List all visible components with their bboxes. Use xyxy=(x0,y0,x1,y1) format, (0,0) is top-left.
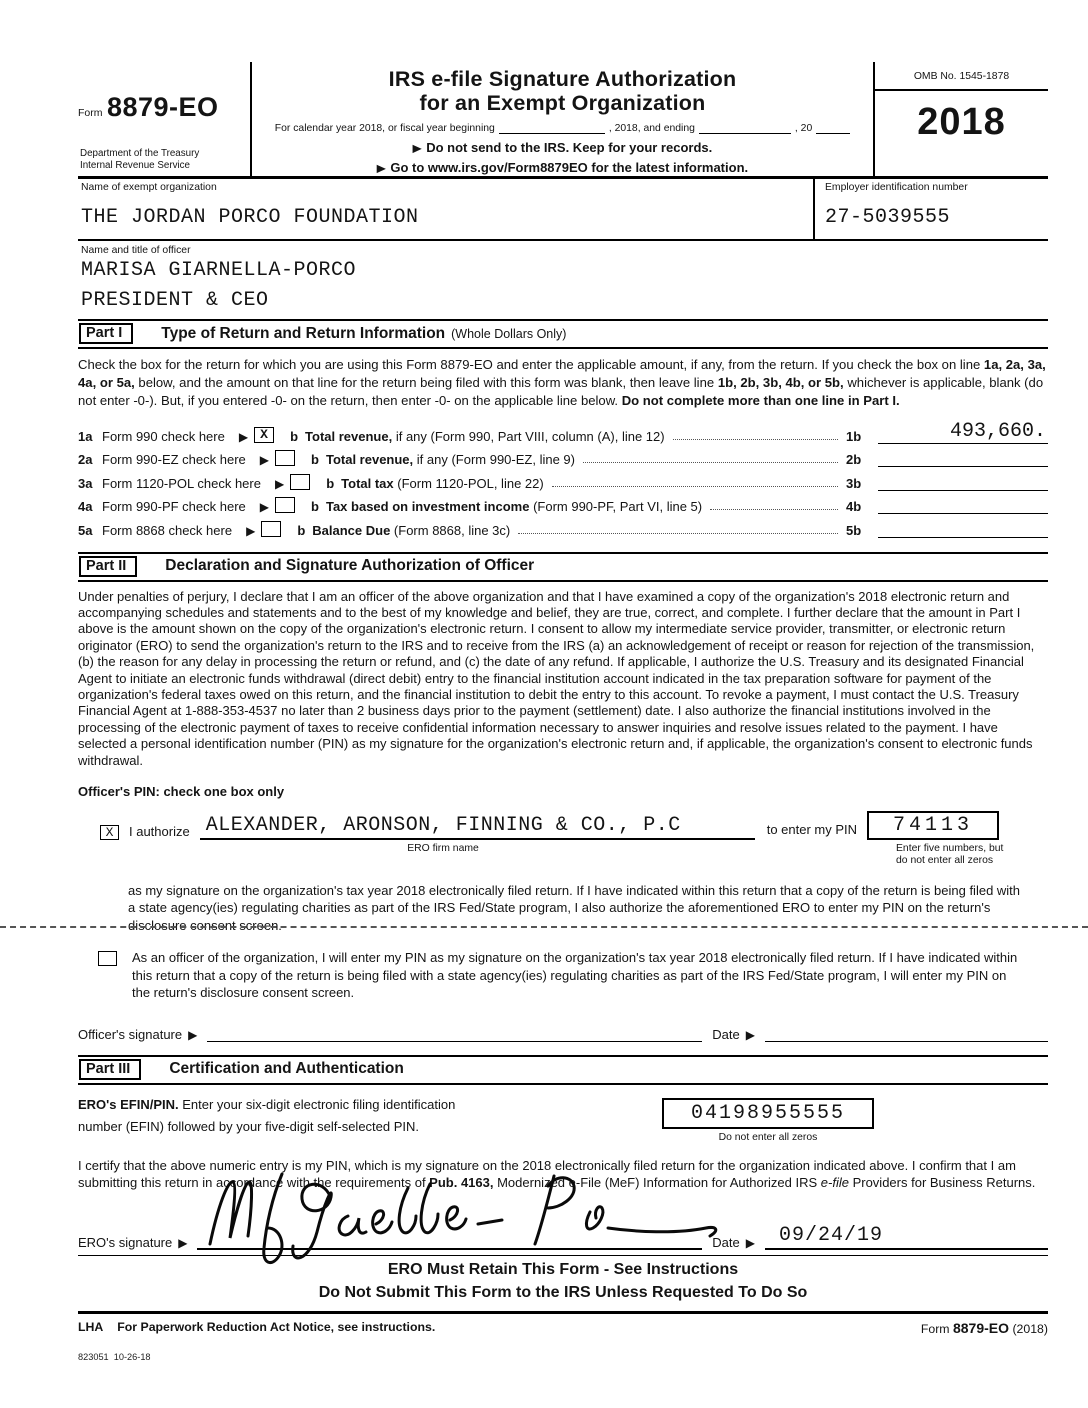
arrow-icon: ▶ xyxy=(259,500,270,514)
entity-section xyxy=(78,179,1048,241)
dotted-leader xyxy=(583,462,838,463)
footer-top-rule xyxy=(78,1255,1048,1256)
part1-header xyxy=(78,319,1048,349)
authorize-ero-checkbox[interactable]: X xyxy=(100,825,119,840)
authorize-ero-row xyxy=(100,811,1048,840)
dotted-leader xyxy=(710,509,838,510)
officer-pin-field[interactable]: 74113 xyxy=(867,811,999,840)
arrow-icon: ▶ xyxy=(412,143,422,155)
arrow-icon: ▶ xyxy=(238,429,249,444)
ein-label: Employer identification number xyxy=(825,182,968,193)
form-990pf-checkbox[interactable] xyxy=(275,497,295,513)
part1-title: Type of Return and Return Information xyxy=(161,324,446,342)
part2-label: Part II xyxy=(79,556,137,577)
org-name-value[interactable]: THE JORDAN PORCO FOUNDATION xyxy=(81,206,419,229)
arrow-icon: ▶ xyxy=(745,1235,755,1250)
retain-instruction: ERO Must Retain This Form - See Instructions xyxy=(387,1260,739,1278)
form-title-line1: IRS e-file Signature Authorization xyxy=(388,67,737,91)
arrow-icon: ▶ xyxy=(274,476,285,491)
instruction-line2: ▶ Go to www.irs.gov/Form8879EO for the latest information. xyxy=(376,160,749,175)
part1-label: Part I xyxy=(79,323,133,344)
footer-thick-rule xyxy=(78,1311,1048,1314)
efin-instructions: ERO's EFIN/PIN. Enter your six-digit electronic filing identification number (EFIN) followed by your five-digit self-selected PIN. xyxy=(78,1096,456,1134)
arrow-icon: ▶ xyxy=(376,163,386,175)
calendar-year-line xyxy=(252,122,873,134)
department-block xyxy=(80,148,199,171)
officer-pin-heading: Officer's PIN: check one box only xyxy=(78,783,285,799)
declaration-paragraph: Under penalties of perjury, I declare that I am an officer of the above organization and that I have examined a copy of the organization's 2018 electronic return and accompanying schedules and statements and to the best of my knowledge and belief, they are true, correct, and complete. I further declare that the amount in Part I above is the amount shown on the copy of the organization's electronic return. I consent to allow my intermediate service provider, transmitter, or electronic return originator (ERO) to send the organization's return to the IRS and to receive from the IRS (a) an acknowledgement of receipt or reason for rejection of the transmission, (b) the reason for any delay in processing the return or refund, and (c) the date of any refund. If applicable, I authorize the U.S. Treasury and its designated Financial Agent to initiate an electronic funds withdrawal (direct debit) entry to the financial institution account indicated in the tax preparation software for payment of the organization's federal taxes owed on this return, and the financial institution to debit the entry to this account. To revoke a payment, I must contact the U.S. Treasury Financial Agent at 1-888-353-4537 no later than 2 business days prior to the payment (settlement) date. I also authorize the financial institutions involved in the processing of the electronic payment of taxes to receive confidential information necessary to answer inquiries and resolve issues related to the payment. I have selected a personal identification number (PIN) as my signature for the organization's electronic return and, if applicable, the organization's consent to electronic funds withdrawal. xyxy=(78,588,1035,768)
part3-title: Certification and Authentication xyxy=(169,1060,404,1078)
officer-section xyxy=(78,241,1048,319)
ero-date-label: Date xyxy=(712,1234,740,1250)
officer-self-enter-text: As an officer of the organization, I will enter my PIN as my signature on the organization's tax year 2018 electronically filed return. If I have indicated within this return that a copy of the return is being filed with a state agency(ies) regulating charities as part of the IRS Fed/State program, I will enter my PIN on the return's disclosure consent screen. xyxy=(132,950,1018,1001)
officer-date-label: Date xyxy=(712,1026,740,1042)
ero-date-field[interactable]: 09/24/19 xyxy=(765,1224,1048,1250)
arrow-icon: ▶ xyxy=(745,1027,755,1042)
part2-title: Declaration and Signature Authorization of Officer xyxy=(165,557,535,574)
fiscal-year-end-year-field[interactable] xyxy=(816,122,850,134)
form-990-checkbox[interactable]: X xyxy=(254,427,274,443)
ein-value[interactable]: 27-5039555 xyxy=(825,206,951,229)
form-title-line2: for an Exempt Organization xyxy=(419,91,706,115)
part3-header xyxy=(78,1055,1048,1085)
form-number-block xyxy=(78,92,250,123)
part1-instructions: Check the box for the return for which you are using this Form 8879-EO and enter the applicable amount, if any, from the return. If you check the box on line 1a, 2a, 3a, 4a, or 5a, below, and the amount on that line for the return being filed with this form was blank, then leave line 1b, 2b, 3b, 4b, or 5b, whichever is applicable, blank (do not enter -0-). But, if you entered -0- on the return, then enter -0- on the applicable line below. Do not complete more than one line in Part I. xyxy=(78,357,1046,408)
instruction-line1: ▶ Do not send to the IRS. Keep for your records. xyxy=(412,140,713,155)
pin-entry-note: Enter five numbers, but do not enter all zeros xyxy=(896,842,1004,867)
do-not-submit-instruction: Do Not Submit This Form to the IRS Unless Requested To Do So xyxy=(318,1283,808,1301)
arrow-icon: ▶ xyxy=(259,453,270,467)
part2-header xyxy=(78,552,1048,582)
ero-firm-name-field[interactable]: ALEXANDER, ARONSON, FINNING & CO., P.C xyxy=(200,814,755,840)
part1-return-rows xyxy=(78,420,1048,538)
return-row-1120pol: 3a Form 1120-POL check here ▶ b Total tax (Form 1120-POL, line 22) 3b xyxy=(78,467,1048,491)
ero-signature-field[interactable] xyxy=(197,1232,702,1250)
total-revenue-990-field[interactable]: 493,660. xyxy=(878,420,1048,444)
return-row-990pf: 4a Form 990-PF check here ▶ b Tax based on investment income (Form 990-PF, Part VI, line 5) 4b xyxy=(78,491,1048,515)
tax-year-box xyxy=(875,89,1048,144)
dotted-leader xyxy=(518,533,838,534)
arrow-icon: ▶ xyxy=(246,523,256,538)
part3-label: Part III xyxy=(79,1059,141,1080)
org-name-label: Name of exempt organization xyxy=(81,182,217,193)
efin-note: Do not enter all zeros xyxy=(718,1131,818,1143)
arrow-icon: ▶ xyxy=(178,1235,188,1250)
balance-due-field[interactable] xyxy=(878,514,1048,538)
officer-signature-row xyxy=(78,1024,1048,1042)
form-990ez-checkbox[interactable] xyxy=(275,450,295,466)
ero-signature-label: ERO's signature xyxy=(78,1234,173,1250)
authorize-text: I authorize xyxy=(129,823,190,839)
form-number: 8879-EO xyxy=(106,92,219,122)
return-row-8868: 5a Form 8868 check here ▶ b Balance Due (Form 8868, line 3c) 5b xyxy=(78,514,1048,538)
officer-title-value[interactable]: PRESIDENT & CEO xyxy=(81,289,269,312)
form-8868-checkbox[interactable] xyxy=(261,521,281,537)
fiscal-year-begin-field[interactable] xyxy=(499,122,605,134)
ero-firm-name-label: ERO firm name xyxy=(407,842,479,854)
perforation-dashed-line xyxy=(0,926,1088,928)
form-word: Form xyxy=(78,107,103,119)
paperwork-notice: LHA For Paperwork Reduction Act Notice, see instructions. xyxy=(78,1319,436,1334)
fiscal-year-end-field[interactable] xyxy=(699,122,791,134)
form-header xyxy=(78,62,1048,179)
arrow-icon: ▶ xyxy=(188,1027,198,1042)
form-reference: Form 8879-EO (2018) xyxy=(920,1319,1048,1336)
dept-line2: Internal Revenue Service xyxy=(80,159,191,171)
officer-signature-field[interactable] xyxy=(207,1024,702,1042)
to-enter-pin-text: to enter my PIN xyxy=(766,821,858,837)
officer-label: Name and title of officer xyxy=(81,245,191,256)
calendar-mid-text: , 2018, and ending xyxy=(608,123,695,134)
authorize-continued-paragraph: as my signature on the organization's tax year 2018 electronically filed return. If I have indicated within this return that a copy of the return is being filed with a state agency(ies) regulating charities as part of the IRS Fed/State program, I also authorize the aforementioned ERO to enter my PIN on the return's disclosure consent screen. xyxy=(128,882,1021,933)
total-revenue-990ez-field[interactable] xyxy=(878,443,1048,467)
tax-year: 2018 xyxy=(917,101,1006,143)
form-1120pol-checkbox[interactable] xyxy=(290,474,310,490)
dotted-leader xyxy=(552,486,838,487)
efin-pin-field[interactable]: 04198955555 xyxy=(662,1098,874,1129)
ero-signature-row xyxy=(78,1224,1048,1250)
officer-self-enter-row xyxy=(98,949,1048,1002)
part1-title-suffix: (Whole Dollars Only) xyxy=(451,326,567,341)
omb-number: OMB No. 1545-1878 xyxy=(913,71,1010,82)
return-row-990: 1a Form 990 check here ▶ X b Total revenue, if any (Form 990, Part VIII, column (A), line 12) 1b 493,660. xyxy=(78,419,1046,444)
officer-date-field[interactable] xyxy=(765,1024,1048,1042)
officer-signature-label: Officer's signature xyxy=(78,1026,183,1042)
investment-income-tax-field[interactable] xyxy=(878,490,1048,514)
calendar-pre-text: For calendar year 2018, or fiscal year beginning xyxy=(274,123,495,134)
print-code: 823051 10-26-18 xyxy=(78,1351,151,1362)
certification-paragraph: I certify that the above numeric entry is my PIN, which is my signature on the 2018 electronically filed return for the organization indicated above. I confirm that I am submitting this return in accordance with the requirements of Pub. 4163, Modernized e-File (MeF) Information for Authorized IRS e-file Providers for Business Returns. xyxy=(78,1157,1036,1191)
efin-section xyxy=(78,1094,1048,1143)
dept-line1: Department of the Treasury xyxy=(80,148,200,159)
total-tax-1120pol-field[interactable] xyxy=(878,467,1048,491)
officer-self-enter-checkbox[interactable] xyxy=(98,951,117,966)
officer-name-value[interactable]: MARISA GIARNELLA-PORCO xyxy=(81,259,357,282)
calendar-end-text: , 20 xyxy=(794,123,813,134)
return-row-990ez: 2a Form 990-EZ check here ▶ b Total revenue, if any (Form 990-EZ, line 9) 2b xyxy=(78,444,1048,468)
dotted-leader xyxy=(673,439,838,440)
